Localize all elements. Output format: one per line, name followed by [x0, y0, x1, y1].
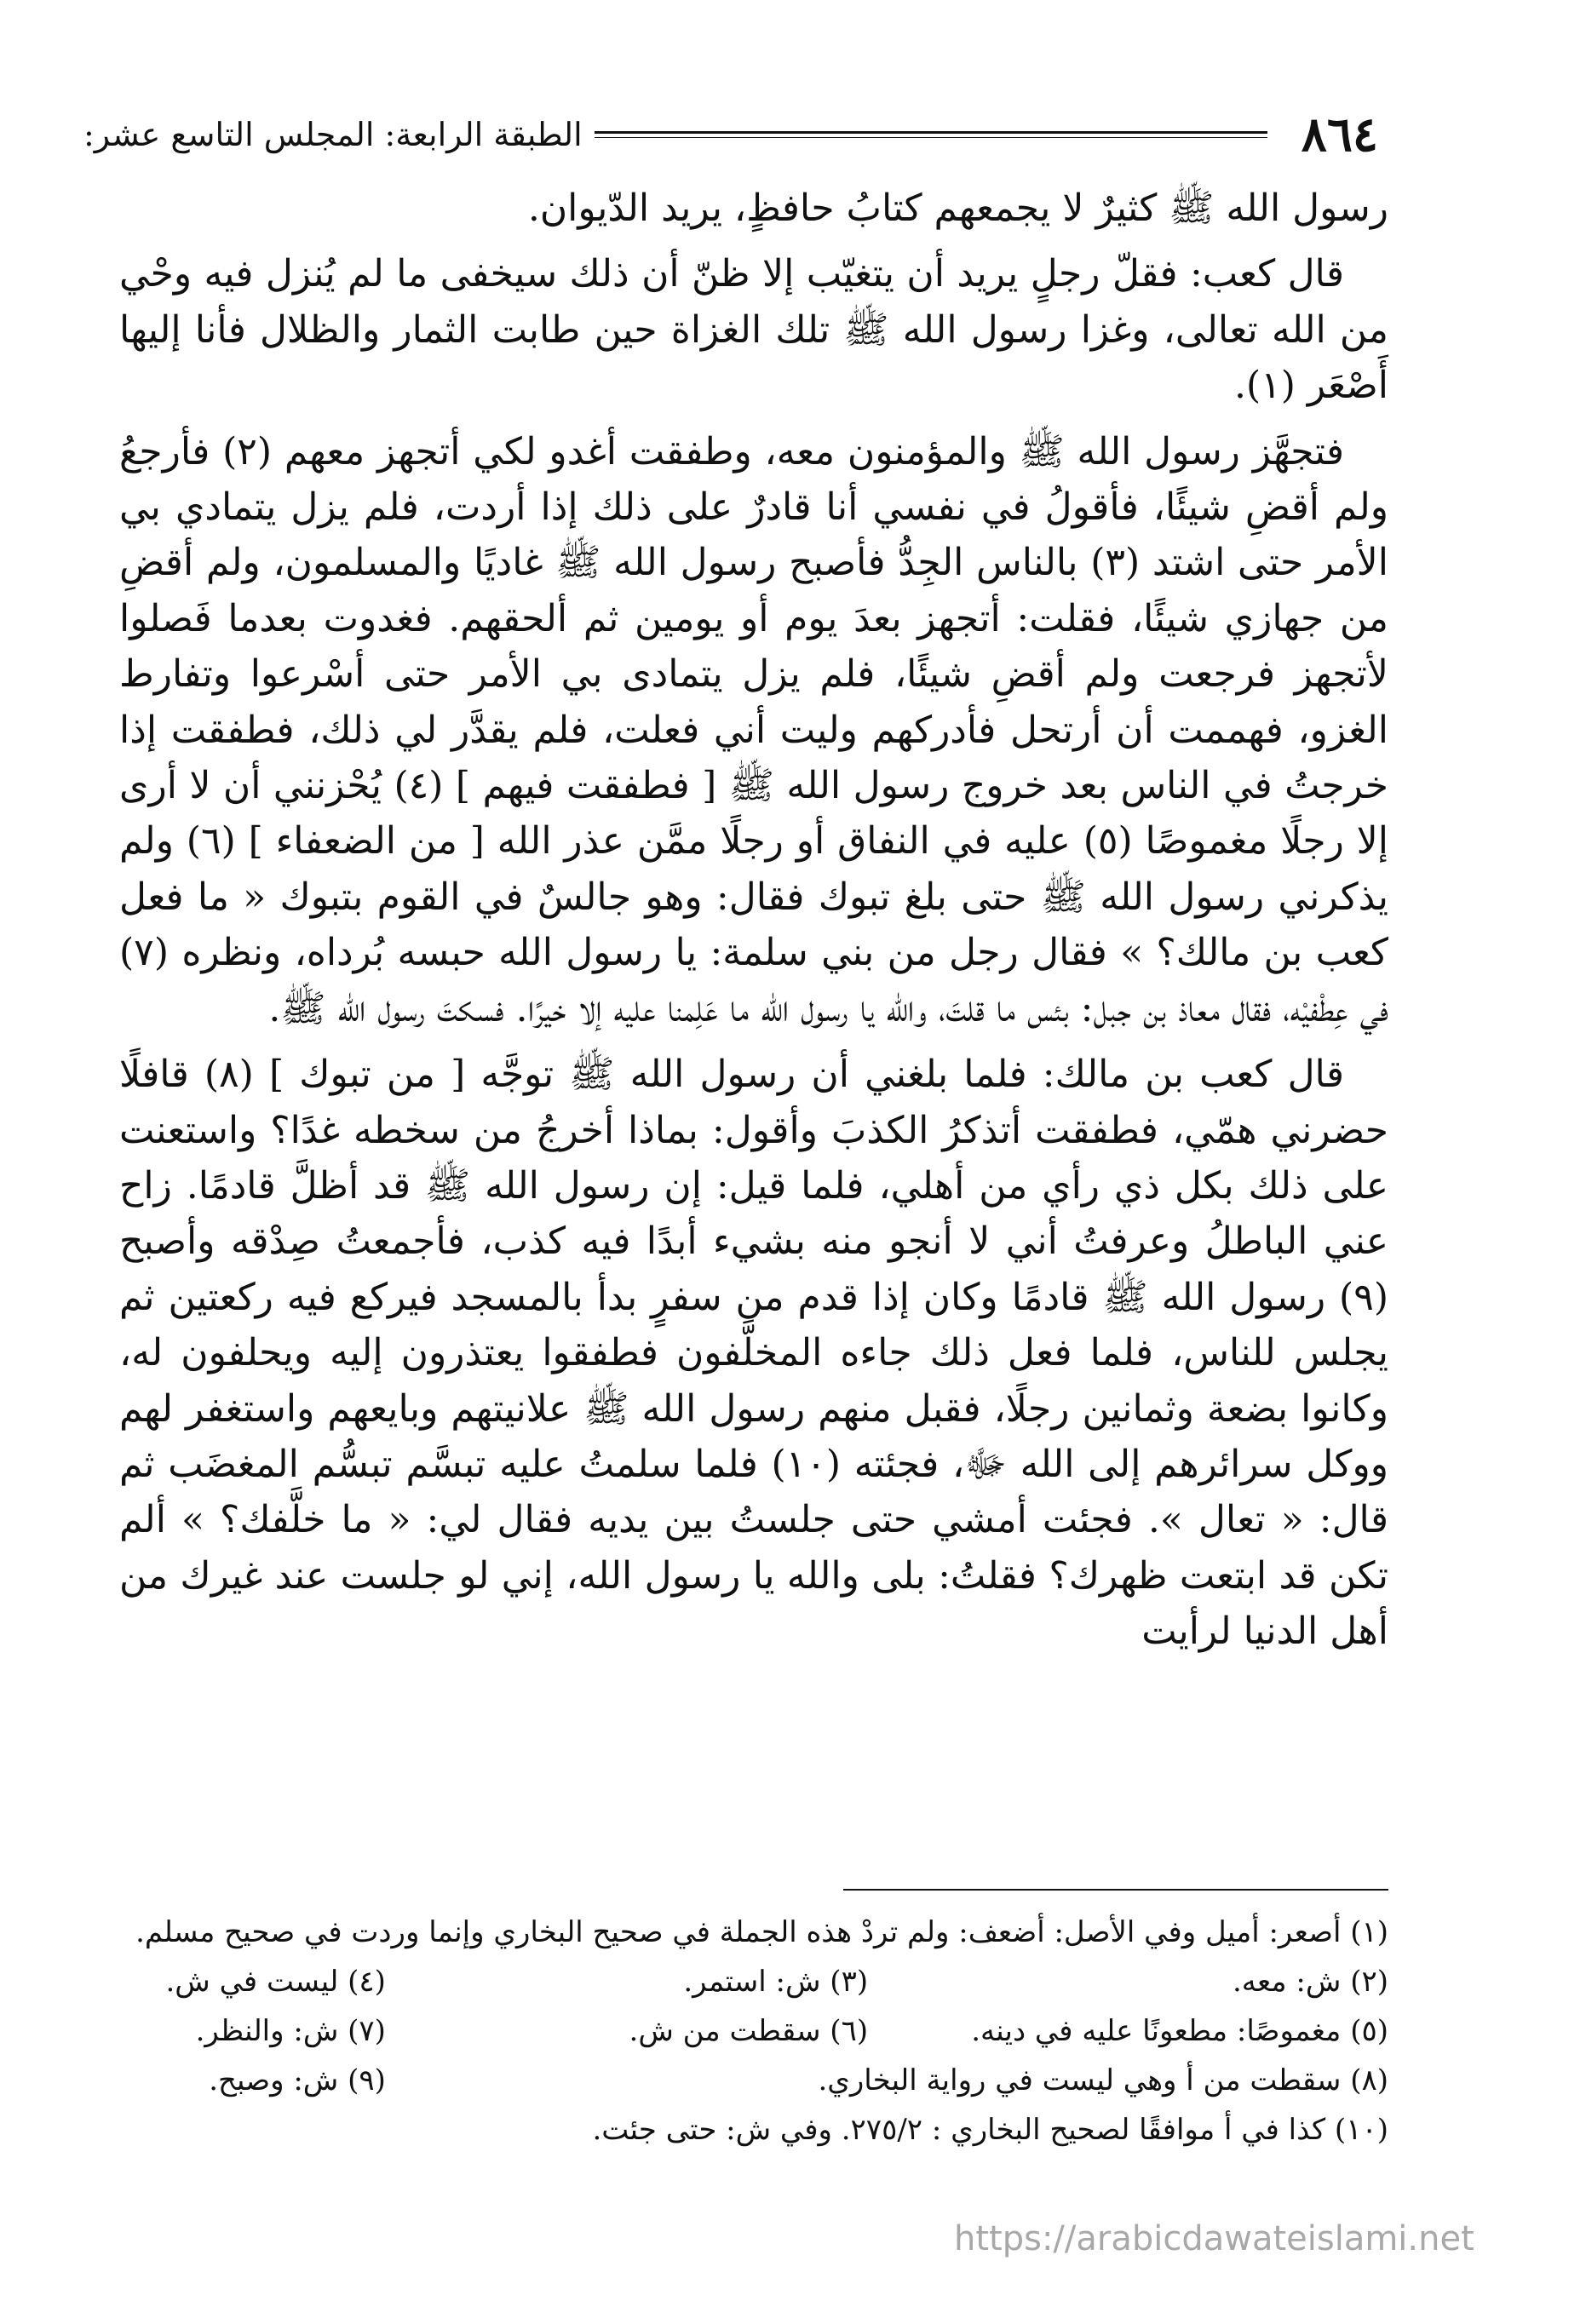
footnote: (٦) سقطت من ش.: [629, 2014, 869, 2048]
header-double-rule: [595, 131, 1267, 138]
footnote: (١) أصعر: أميل وفي الأصل: أضعف: ولم تردْ هذه الجملة في صحيح البخاري وإنما وردت في صحيح مسلم.: [135, 1915, 1388, 1949]
paragraph: رسول الله ﷺ كثيرٌ لا يجمعهم كتابُ حافظٍ، يريد الدّيوان.: [527, 186, 1388, 230]
footnote: (٨) سقطت من أ وهي ليست في رواية البخاري.: [818, 2063, 1388, 2097]
footnote: (١٠) كذا في أ موافقًا لصحيح البخاري : ٢٧٥/٢. وفي ش: حتى جئت.: [592, 2113, 1388, 2147]
footnote: (٩) ش: وصبح.: [209, 2063, 386, 2097]
footnote: (٣) ش: استمر.: [683, 1965, 869, 1999]
paragraph: فتجهَّز رسول الله ﷺ والمؤمنون معه، وطفقت أغدو لكي أتجهز معهم (٢) فأرجعُ ولم أقضِ شيئًا، فأقولُ في نفسي أنا قادرٌ على ذلك إذا أردت، فلم يزل يتمادي بي الأمر حتى اشتد (٣) بالناس الجِدُّ فأصبح رسول الله ﷺ غاديًا والمسلمون، ولم أقضِ من جهازي شيئًا، فقلت: أتجهز بعدَ يوم أو يومين ثم ألحقهم. فغدوت بعدما فَصلوا لأتجهز فرجعت ولم أقضِ شيئًا، فلم يزل يتمادى بي الأمر حتى أسْرعوا وتفارط الغزو، فهممت أن أرتحل فأدركهم وليت أني فعلت، فلم يقدَّر لي ذلك، فطفقت إذا خرجتُ في الناس بعد خروج رسول الله ﷺ [ فطفقت فيهم ] (٤) يُحْزنني أن لا أرى إلا رجلًا مغموصًا (٥) عليه في النفاق أو رجلًا ممَّن عذر الله [ من الضعفاء ] (٦) ولم يذكرني رسول الله ﷺ حتى بلغ تبوك فقال: وهو جالسٌ في القوم بتبوك « ما فعل كعب بن مالك؟ » فقال رجل من بني سلمة: يا رسول الله حبسه بُرداه، ونظره (٧) في عِطْفيْه، فقال معاذ بن جبل: بئس ما قلتَ، والله يا رسول الله ما عَلِمنا عليه إلا خيرًا. فسكتَ رسول الله ﷺ.: [119, 429, 1388, 1030]
paragraph: قال كعب بن مالك: فلما بلغني أن رسول الله ﷺ توجَّه [ من تبوك ] (٨) قافلًا حضرني همّي، فطفقت أتذكرُ الكذبَ وأقول: بماذا أخرجُ من سخطه غدًا؟ واستعنت على ذلك بكل ذي رأي من أهلي، فلما قيل: إن رسول الله ﷺ قد أظلَّ قادمًا. زاح عني الباطلُ وعرفتُ أني لا أنجو منه بشيء أبدًا فيه كذب، فأجمعتُ صِدْقه وأصبح (٩) رسول الله ﷺ قادمًا وكان إذا قدم من سفرٍ بدأ بالمسجد فيركع فيه ركعتين ثم يجلس للناس، فلما فعل ذلك جاءه المخلَّفون فطفقوا يعتذرون إليه ويحلفون له، وكانوا بضعة وثمانين رجلًا، فقبل منهم رسول الله ﷺ علانيتهم وبايعهم واستغفر لهم ووكل سرائرهم إلى الله ﷻ، فجئته (١٠) فلما سلمتُ عليه تبسَّم تبسُّم المغضَب ثم قال: « تعال ». فجئت أمشي حتى جلستُ بين يديه فقال لي: « ما خلَّفك؟ » ألم تكن قد ابتعت ظهرك؟ فقلتُ: بلى والله يا رسول الله، إني لو جلست عند غيرك من أهل الدنيا لرأيت: [119, 1053, 1388, 1654]
paragraph: قال كعب: فقلّ رجلٍ يريد أن يتغيّب إلا ظنّ أن ذلك سيخفى ما لم يُنزل فيه وحْي من الله تعالى، وغزا رسول الله ﷺ تلك الغزاة حين طابت الثمار والظلال فأنا إليها أَصْعَر (١).: [119, 252, 1388, 408]
footnote-separator: [843, 1889, 1388, 1891]
footnote: (٢) ش: معه.: [1232, 1965, 1388, 1999]
footnote: (٧) ش: والنظر.: [195, 2014, 386, 2048]
watermark-url: https://arabicdawateislami.net: [954, 2219, 1474, 2258]
page-number: ٨٦٤: [1301, 106, 1378, 163]
footnotes: [119, 1908, 1388, 2155]
running-title: الطبقة الرابعة: المجلس التاسع عشر:: [83, 116, 583, 153]
running-header: [83, 106, 1378, 163]
footnote: (٥) مغموصًا: مطعونًا عليه في دينه.: [971, 2014, 1388, 2048]
footnote: (٤) ليست في ش.: [165, 1965, 386, 1999]
main-text: [119, 181, 1388, 1670]
